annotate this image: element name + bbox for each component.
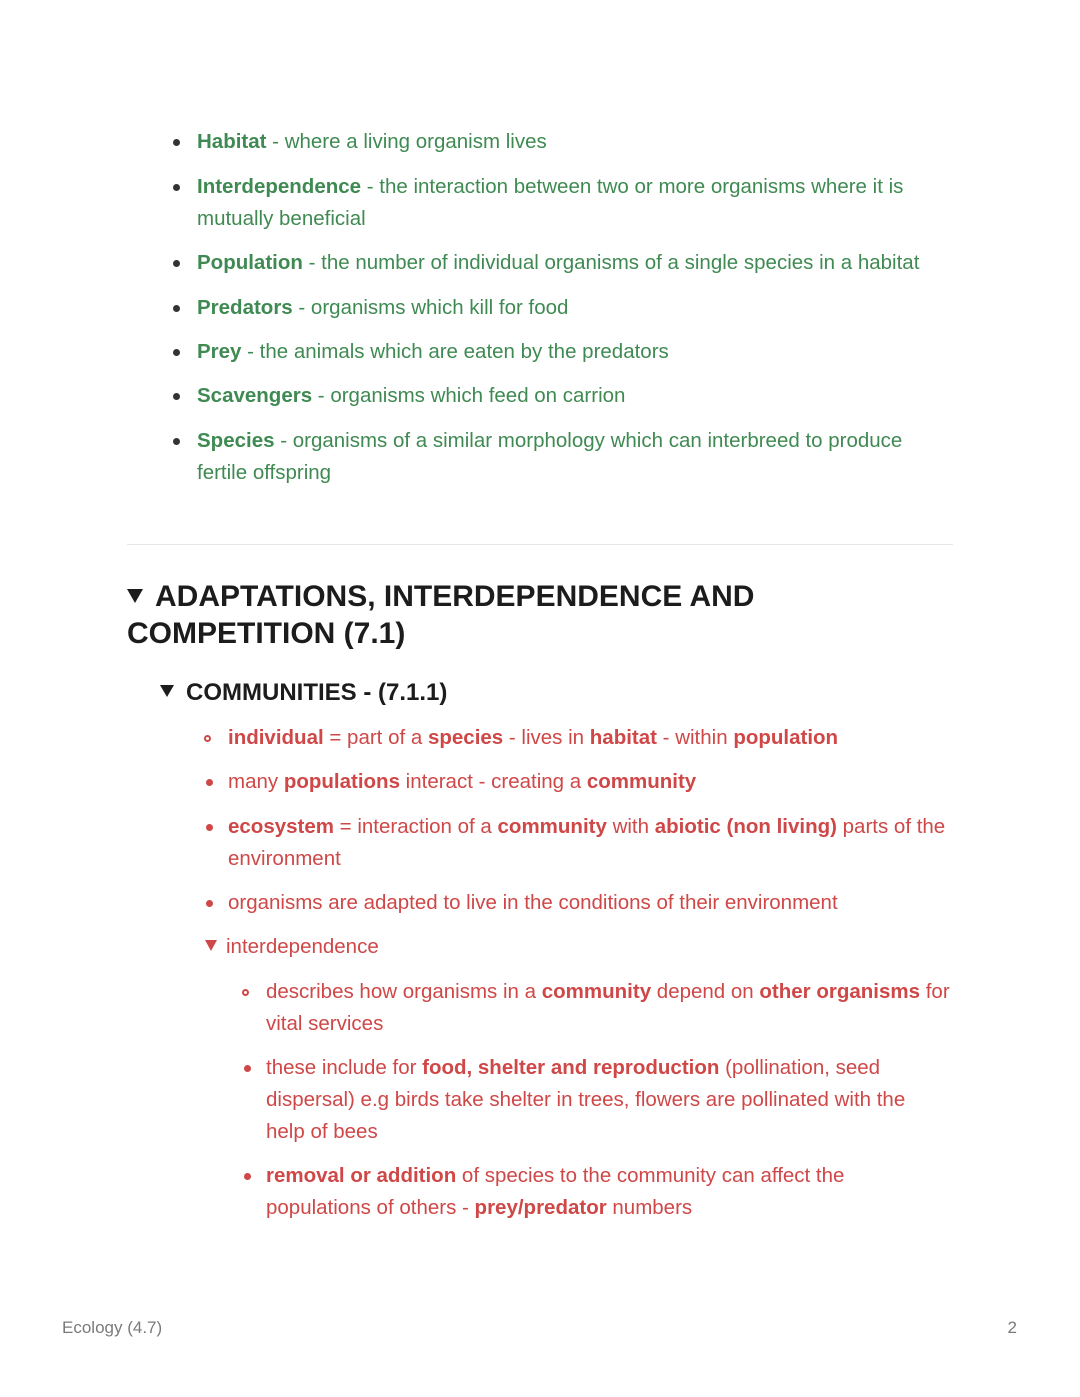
footer-title: Ecology (4.7): [62, 1318, 163, 1337]
definition-item: [197, 292, 957, 324]
toggle-triangle-icon[interactable]: [160, 685, 174, 697]
list-item: ecosystem = interaction of a community with abiotic (non living) parts of the environment: [228, 811, 948, 875]
bullet-icon: [206, 900, 213, 907]
bullet-icon: [173, 139, 180, 146]
list-item: organisms are adapted to live in the conditions of their environment: [228, 887, 958, 919]
definition-term: Prey: [197, 340, 242, 363]
definition-text: - the number of individual organisms of a single species in a habitat: [302, 251, 920, 274]
definition-term: Habitat: [197, 130, 267, 153]
bullet-icon: [173, 184, 180, 191]
definition-text: - the interaction between two or more organisms where it is mutually beneficial: [197, 175, 904, 230]
definition-item: [197, 126, 957, 158]
bullet-icon: [173, 349, 180, 356]
definition-text: - organisms of a similar morphology which can interbreed to produce fertile offspring: [197, 429, 903, 484]
definition-text: - organisms which feed on carrion: [312, 384, 626, 407]
definition-text: - where a living organism lives: [266, 130, 547, 153]
bullet-icon: [173, 305, 180, 312]
definition-item: [197, 171, 957, 235]
definition-term: Interdependence: [197, 175, 362, 198]
bullet-icon: [244, 1173, 251, 1180]
list-item: describes how organisms in a community depend on other organisms for vital services: [266, 976, 956, 1040]
definition-item: [197, 425, 942, 489]
toggle-triangle-icon[interactable]: [205, 940, 217, 951]
hollow-bullet-icon: [204, 735, 211, 742]
bullet-icon: [173, 393, 180, 400]
definition-term: Species: [197, 429, 275, 452]
bullet-icon: [173, 438, 180, 445]
bullet-icon: [173, 260, 180, 267]
list-item: removal or addition of species to the community can affect the populations of others - prey/predator numbers: [266, 1160, 906, 1224]
list-item: many populations interact - creating a community: [228, 766, 958, 798]
subsection-heading[interactable]: COMMUNITIES - (7.1.1): [160, 676, 447, 710]
definition-term: Scavengers: [197, 384, 313, 407]
toggle-item-interdependence[interactable]: interdependence: [205, 931, 945, 963]
section-divider: [127, 544, 953, 545]
list-item: individual = part of a species - lives in habitat - within population: [228, 722, 958, 754]
toggle-triangle-icon[interactable]: [127, 589, 143, 603]
bullet-icon: [244, 1065, 251, 1072]
section-heading[interactable]: ADAPTATIONS, INTERDEPENDENCE AND COMPETITION (7.1): [127, 580, 755, 650]
definition-text: - organisms which kill for food: [292, 296, 569, 319]
definition-term: Predators: [197, 296, 293, 319]
bullet-icon: [206, 779, 213, 786]
definition-term: Population: [197, 251, 303, 274]
page-number: 2: [1007, 1318, 1017, 1337]
definition-item: [197, 380, 957, 412]
definition-item: [197, 336, 957, 368]
definition-item: [197, 247, 967, 279]
list-item: these include for food, shelter and reproduction (pollination, seed dispersal) e.g birds take shelter in trees, flowers are pollinated with the help of bees: [266, 1052, 946, 1148]
definition-text: - the animals which are eaten by the predators: [241, 340, 669, 363]
bullet-icon: [206, 824, 213, 831]
hollow-bullet-icon: [242, 989, 249, 996]
